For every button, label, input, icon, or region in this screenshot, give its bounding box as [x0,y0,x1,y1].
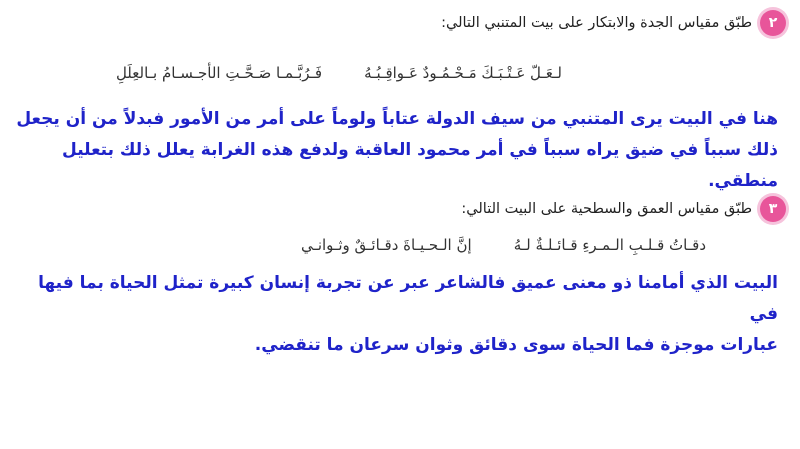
verse-q3-first-hemistich: دقـاتُ قـلـبِ الـمـرءِ قـائـلـةٌ لـهُ [513,236,706,254]
question-3-text: طبّق مقياس العمق والسطحية على البيت التالي: [461,201,752,217]
question-2 [441,10,786,36]
verse-q2-first-hemistich: لـعَـلّ عَـتْـبَـكَ مَـحْـمُـودٌ عَـواقِـبُـهُ [364,64,562,82]
question-number-badge: ٣ [760,196,786,222]
verse-q2-second-hemistich: فَـرُبَّـمـا صَـحَّـتِ الأجـسـامُ بـالعِلَلِ [115,64,323,82]
answer-q2-line2: ذلك سبباً في ضيق يراه سبباً في أمر محمود العاقبة ولدفع هذه الغرابة يعلل ذلك بتعليل منطقي. [62,140,778,191]
question-number-badge: ٢ [760,10,786,36]
verse-q3-second-hemistich: إنَّ الـحـيـاةَ دقـائـقٌ وثـوانـي [300,236,472,254]
question-3 [461,196,786,222]
answer-q3-line1: البيت الذي أمامنا ذو معنى عميق فالشاعر عبر عن تجربة إنسان كبيرة تمثل الحياة بما فيها في [38,273,778,324]
answer-q3-line2: عبارات موجزة فما الحياة سوى دقائق وثوان سرعان ما تنقضي. [254,335,778,355]
answer-q2-line1: هنا في البيت يرى المتنبي من سيف الدولة عتاباً ولوماً على أمر من الأمور فبدلاً من أن يجعل [16,109,778,129]
verse-q2 [116,64,562,82]
answer-q2 [8,104,778,197]
answer-q3 [8,268,778,361]
verse-q3 [301,236,706,254]
question-2-text: طبّق مقياس الجدة والابتكار على بيت المتنبي التالي: [441,15,752,31]
